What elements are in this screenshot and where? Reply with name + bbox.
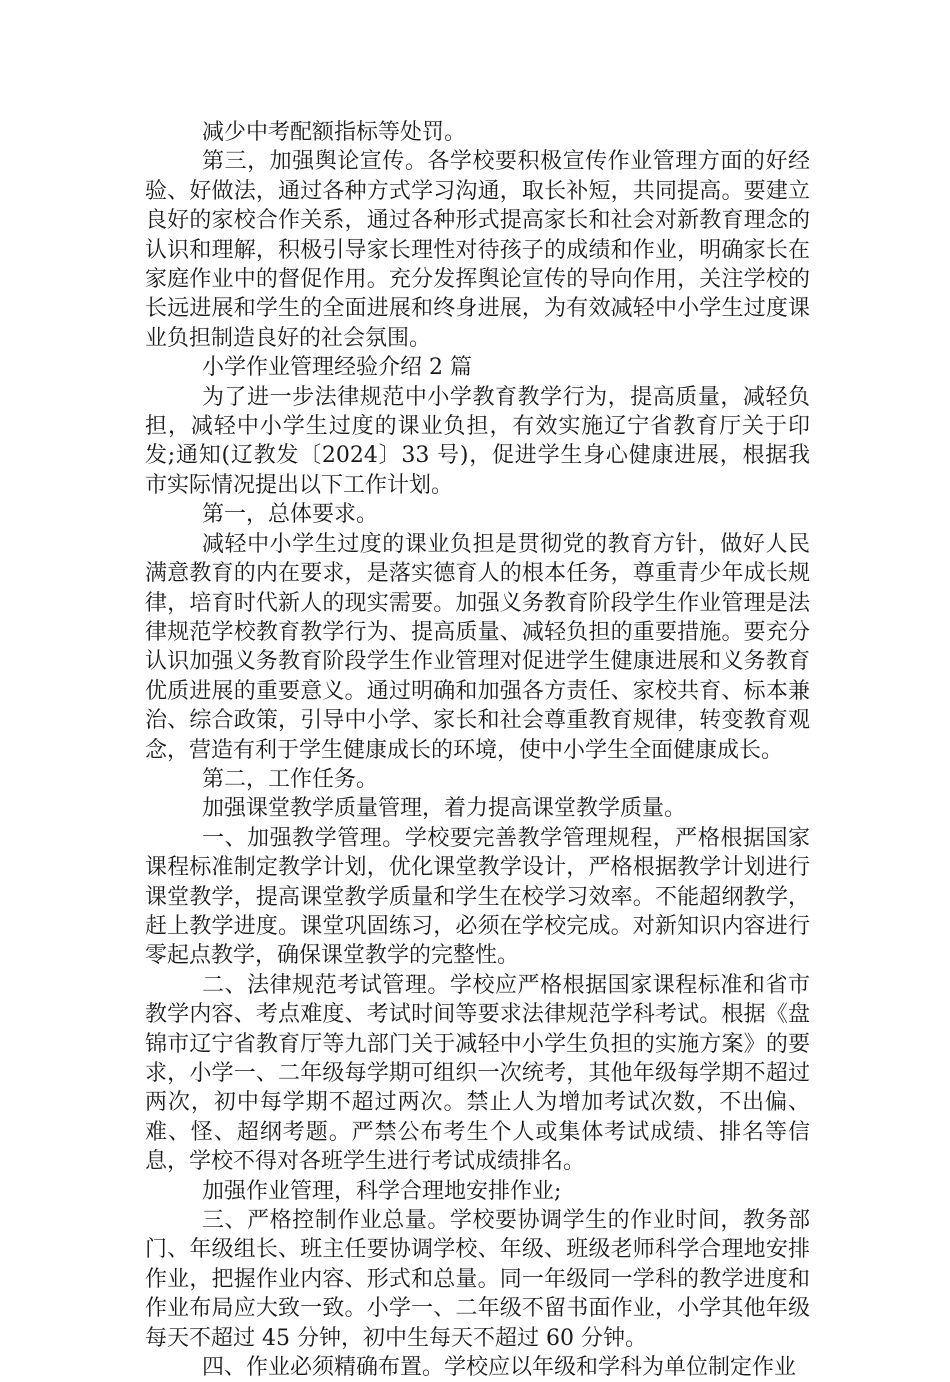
paragraph: 第三，加强舆论宣传。各学校要积极宣传作业管理方面的好经验、好做法，通过各种方式学习沟通，取长补短，共同提高。要建立良好的家校合作关系，通过各种形式提高家长和社会对新教育理念的认识和理解，积极引导家长理性对待孩子的成绩和作业，明确家长在家庭作业中的督促作用。充分发挥舆论宣传的导向作用，关注学校的长远进展和学生的全面进展和终身进展，为有效减轻中小学生过度课业负担制造良好的社会氛围。 <box>145 149 810 351</box>
paragraph: 减轻中小学生过度的课业负担是贯彻党的教育方针，做好人民满意教育的内在要求，是落实德育人的根本任务，尊重青少年成长规律，培育时代新人的现实需要。加强义务教育阶段学生作业管理是法律规范学校教育教学行为、提高质量、减轻负担的重要措施。要充分认识加强义务教育阶段学生作业管理对促进学生健康进展和义务教育优质进展的重要意义。通过明确和加强各方责任、家校共育、标本兼治、综合政策，引导中小学、家长和社会尊重教育规律，转变教育观念，营造有利于学生健康成长的环境，使中小学生全面健康成长。 <box>145 531 810 763</box>
paragraph: 加强课堂教学质量管理，着力提高课堂教学质量。 <box>202 796 687 822</box>
section-heading: 第二，工作任务。 <box>202 766 379 792</box>
paragraph: 三、严格控制作业总量。学校要协调学生的作业时间，教务部门、年级组长、班主任要协调学校、年级、班级老师科学合理地安排作业，把握作业内容、形式和总量。同一年级同一学科的教学进度和作业布局应大致一致。小学一、二年级不留书面作业，小学其他年级每天不超过 45 分钟，初中生每天不超过 60 分钟。 <box>145 1208 810 1351</box>
paragraph: 为了进一步法律规范中小学教育教学行为，提高质量，减轻负担，减轻中小学生过度的课业负担，有效实施辽宁省教育厅关于印发;通知(辽教发〔2024〕33 号)，促进学生身心健康进展，根据我市实际情况提出以下工作计划。 <box>145 384 810 498</box>
section-heading: 第一，总体要求。 <box>202 502 379 528</box>
paragraph: 四、作业必须精确布置。学校应以年级和学科为单位制定作业 <box>202 1355 797 1381</box>
document-page <box>145 118 810 1382</box>
paragraph: 一、加强教学管理。学校要完善教学管理规程，严格根据国家课程标准制定教学计划，优化课堂教学设计，严格根据教学计划进行课堂教学，提高课堂教学质量和学生在校学习效率。不能超纲教学，赶上教学进度。课堂巩固练习，必须在学校完成。对新知识内容进行零起点教学，确保课堂教学的完整性。 <box>145 825 810 969</box>
paragraph: 加强作业管理，科学合理地安排作业; <box>202 1178 562 1204</box>
paragraph: 二、法律规范考试管理。学校应严格根据国家课程标准和省市教学内容、考点难度、考试时间等要求法律规范学科考试。根据《盘锦市辽宁省教育厅等九部门关于减轻中小学生负担的实施方案》的要求，小学一、二年级每学期可组织一次统考，其他年级每学期不超过两次，初中每学期不超过两次。禁止人为增加考试次数，不出偏、难、怪、超纲考题。严禁公布考生个人或集体考试成绩、排名等信息，学校不得对各班学生进行考试成绩排名。 <box>145 972 810 1175</box>
paragraph: 减少中考配额指标等处罚。 <box>202 120 467 145</box>
section-heading: 小学作业管理经验介绍 2 篇 <box>202 355 472 381</box>
